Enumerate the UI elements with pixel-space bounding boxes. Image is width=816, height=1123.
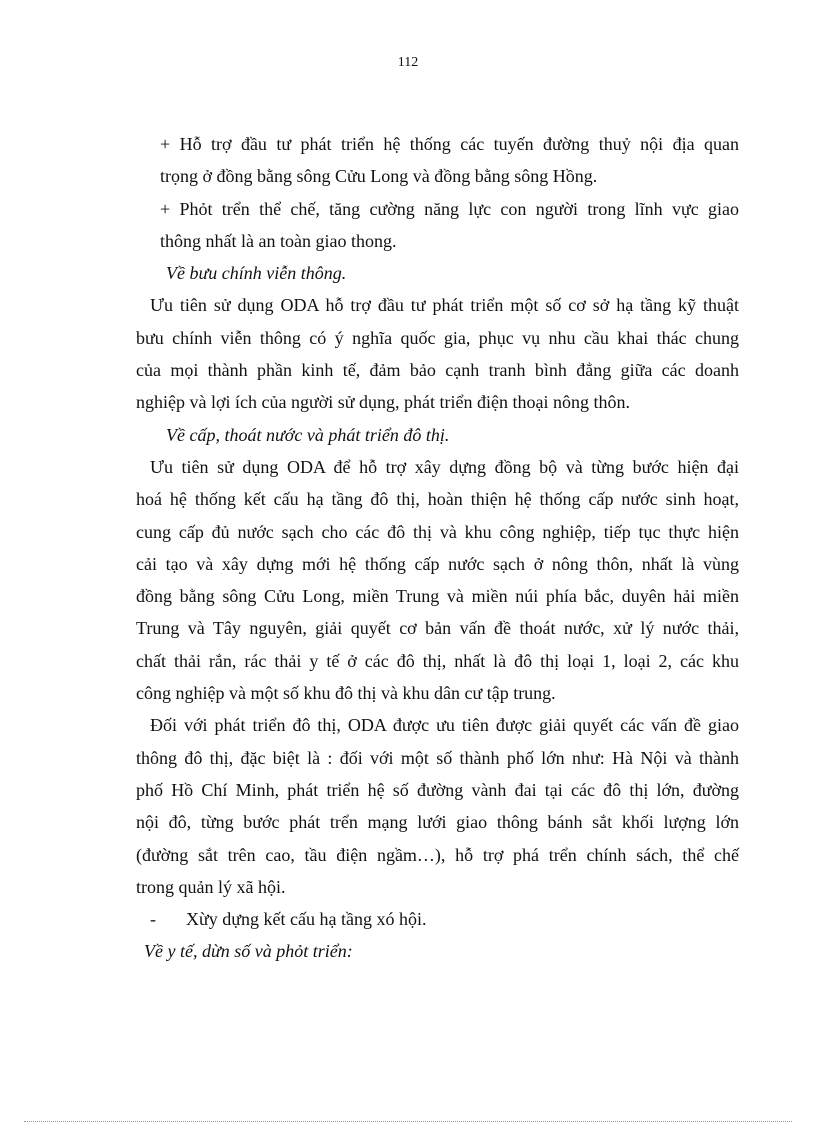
paragraph-line: chất thải rắn, rác thải y tế ở các đô thị, nhất là đô thị loại 1, loại 2, các khu — [136, 650, 739, 671]
paragraph-line: Đối với phát triển đô thị, ODA được ưu tiên được giải quyết các vấn đề giao — [150, 715, 739, 736]
page-number: 112 — [397, 55, 419, 70]
section-heading: Về bưu chính viễn thông. — [166, 263, 347, 284]
paragraph-line: (đường sắt trên cao, tầu điện ngầm…), hỗ trợ phá trển chính sách, thể chế — [136, 844, 739, 865]
paragraph-line: Ưu tiên sử dụng ODA hỗ trợ đầu tư phát triển một số cơ sở hạ tầng kỹ thuật — [150, 295, 739, 316]
page-bottom-divider — [24, 1121, 792, 1122]
dash-item — [136, 903, 739, 935]
paragraph-line: đồng bằng sông Cửu Long, miền Trung và miền núi phía bắc, duyên hải miền — [136, 586, 739, 607]
section-heading: Về y tế, dừn số và phỏt triển: — [144, 941, 353, 962]
paragraph-line: Ưu tiên sử dụng ODA để hỗ trợ xây dựng đồng bộ và từng bước hiện đại — [150, 456, 739, 477]
paragraph-line: nội đô, từng bước phát trển mạng lưới giao thông bánh sắt khối lượng lớn — [136, 812, 739, 833]
paragraph-line: của mọi thành phần kinh tế, đảm bảo cạnh tranh bình đẳng giữa các doanh — [136, 360, 739, 381]
paragraph-line: phố Hồ Chí Minh, phát triển hệ số đường vành đai tại các đô thị lớn, đường — [136, 779, 739, 800]
bullet-line: + Phỏt trển thể chế, tăng cường năng lực con người trong lĩnh vực giao — [160, 198, 739, 219]
paragraph-line: hoá hệ thống kết cấu hạ tầng đô thị, hoàn thiện hệ thống cấp nước sinh hoạt, — [136, 489, 739, 510]
bullet-line: + Hỗ trợ đầu tư phát triển hệ thống các tuyến đường thuỷ nội địa quan — [160, 134, 739, 154]
section-heading: Về cấp, thoát nước và phát triển đô thị. — [166, 424, 450, 445]
paragraph-line: trong quản lý xã hội. — [136, 876, 286, 897]
text-line: thông nhất là an toàn giao thong. — [160, 230, 397, 251]
paragraph-line: bưu chính viễn thông có ý nghĩa quốc gia, phục vụ nhu cầu khai thác chung — [136, 327, 739, 348]
dash-marker: - — [150, 909, 156, 930]
paragraph-line: nghiệp và lợi ích của người sử dụng, phát triển điện thoại nông thôn. — [136, 392, 630, 413]
dash-item-text: Xừy dựng kết cấu hạ tầng xó hội. — [186, 909, 427, 930]
paragraph-line: cung cấp đủ nước sạch cho các đô thị và khu công nghiệp, tiếp tục thực hiện — [136, 521, 739, 542]
paragraph-line: công nghiệp và một số khu đô thị và khu dân cư tập trung. — [136, 683, 556, 704]
document-body — [136, 128, 739, 968]
paragraph-line: thông đô thị, đặc biệt là : đối với một số thành phố lớn như: Hà Nội và thành — [136, 747, 739, 768]
paragraph-line: Trung và Tây nguyên, giải quyết cơ bản vấn đề thoát nước, xử lý nước thải, — [136, 618, 739, 639]
paragraph-line: cải tạo và xây dựng mới hệ thống cấp nước sạch ở nông thôn, nhất là vùng — [136, 553, 739, 574]
text-line: trọng ở đồng bằng sông Cửu Long và đồng bằng sông Hồng. — [160, 166, 598, 187]
